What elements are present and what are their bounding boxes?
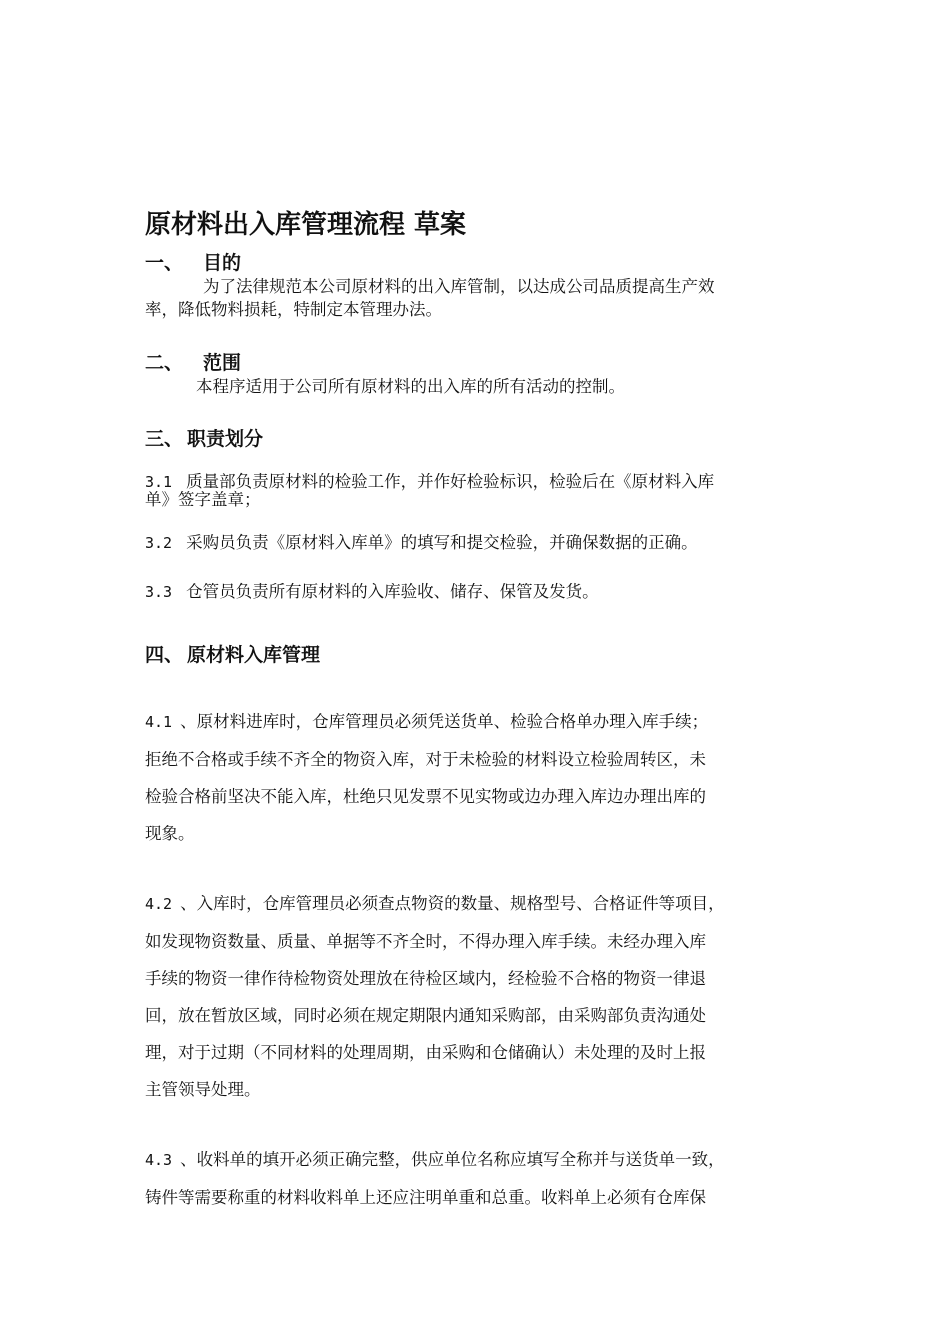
item-number: 4.3: [145, 1151, 173, 1169]
section-heading-scope: [145, 348, 241, 375]
item-text: 主管领导处理。: [145, 1080, 261, 1099]
item-text: 回，放在暂放区域，同时必须在规定期限内通知采购部，由采购部负责沟通处: [145, 1006, 706, 1025]
item-text: 手续的物资一律作待检物资处理放在待检区域内，经检验不合格的物资一律退: [145, 969, 706, 988]
purpose-paragraph: [145, 275, 807, 321]
responsibility-item: [145, 534, 817, 552]
item-number: 4.1: [145, 713, 173, 731]
section-title: 原材料入库管理: [187, 644, 321, 666]
item-text: 质量部负责原材料的检验工作，并作好检验标识，检验后在《原材料入库: [186, 472, 715, 491]
section-number: 三、: [145, 428, 184, 450]
item-number: 3.2: [145, 534, 173, 552]
responsibility-item: [145, 583, 817, 601]
item-text: 、收料单的填开必须正确完整，供应单位名称应填写全称并与送货单一致，: [180, 1150, 725, 1169]
inbound-rule-item: [145, 703, 825, 852]
item-number: 3.1: [145, 473, 173, 491]
inbound-rule-item: [145, 1141, 825, 1216]
section-heading-responsibilities: [145, 424, 263, 451]
section-title: 范围: [203, 352, 242, 374]
responsibility-item: [145, 473, 817, 508]
item-text: 仓管员负责所有原材料的入库验收、储存、保管及发货。: [186, 582, 599, 601]
section-number: 一、: [145, 252, 184, 274]
item-text: 采购员负责《原材料入库单》的填写和提交检验，并确保数据的正确。: [186, 533, 698, 552]
item-text: 如发现物资数量、质量、单据等不齐全时，不得办理入库手续。未经办理入库: [145, 932, 706, 951]
inbound-rule-item: [145, 885, 825, 1108]
item-text: 单》签字盖章；: [145, 490, 261, 509]
section-heading-purpose: [145, 248, 241, 275]
paragraph-line: 率，降低物料损耗，特制定本管理办法。: [145, 300, 442, 319]
document-title: 原材料出入库管理流程 草案: [145, 210, 467, 240]
section-title: 职责划分: [187, 428, 264, 450]
item-text: 铸件等需要称重的材料收料单上还应注明单重和总重。收料单上必须有仓库保: [145, 1188, 706, 1207]
section-title: 目的: [203, 252, 242, 274]
paragraph-line: 为了法律规范本公司原材料的出入库管制，以达成公司品质提高生产效: [203, 277, 715, 296]
section-number: 四、: [145, 644, 184, 666]
section-number: 二、: [145, 352, 184, 374]
item-text: 理，对于过期（不同材料的处理周期，由采购和仓储确认）未处理的及时上报: [145, 1043, 706, 1062]
item-text: 、原材料进库时，仓库管理员必须凭送货单、检验合格单办理入库手续；: [180, 712, 709, 731]
item-number: 3.3: [145, 583, 173, 601]
item-text: 拒绝不合格或手续不齐全的物资入库，对于未检验的材料设立检验周转区，未: [145, 750, 706, 769]
item-text: 现象。: [145, 824, 195, 843]
item-text: 、入库时，仓库管理员必须查点物资的数量、规格型号、合格证件等项目，: [180, 894, 725, 913]
item-number: 4.2: [145, 895, 173, 913]
item-text: 检验合格前坚决不能入库，杜绝只见发票不见实物或边办理入库边办理出库的: [145, 787, 706, 806]
section-heading-inbound-management: [145, 640, 320, 667]
scope-paragraph: 本程序适用于公司所有原材料的出入库的所有活动的控制。: [196, 377, 625, 396]
